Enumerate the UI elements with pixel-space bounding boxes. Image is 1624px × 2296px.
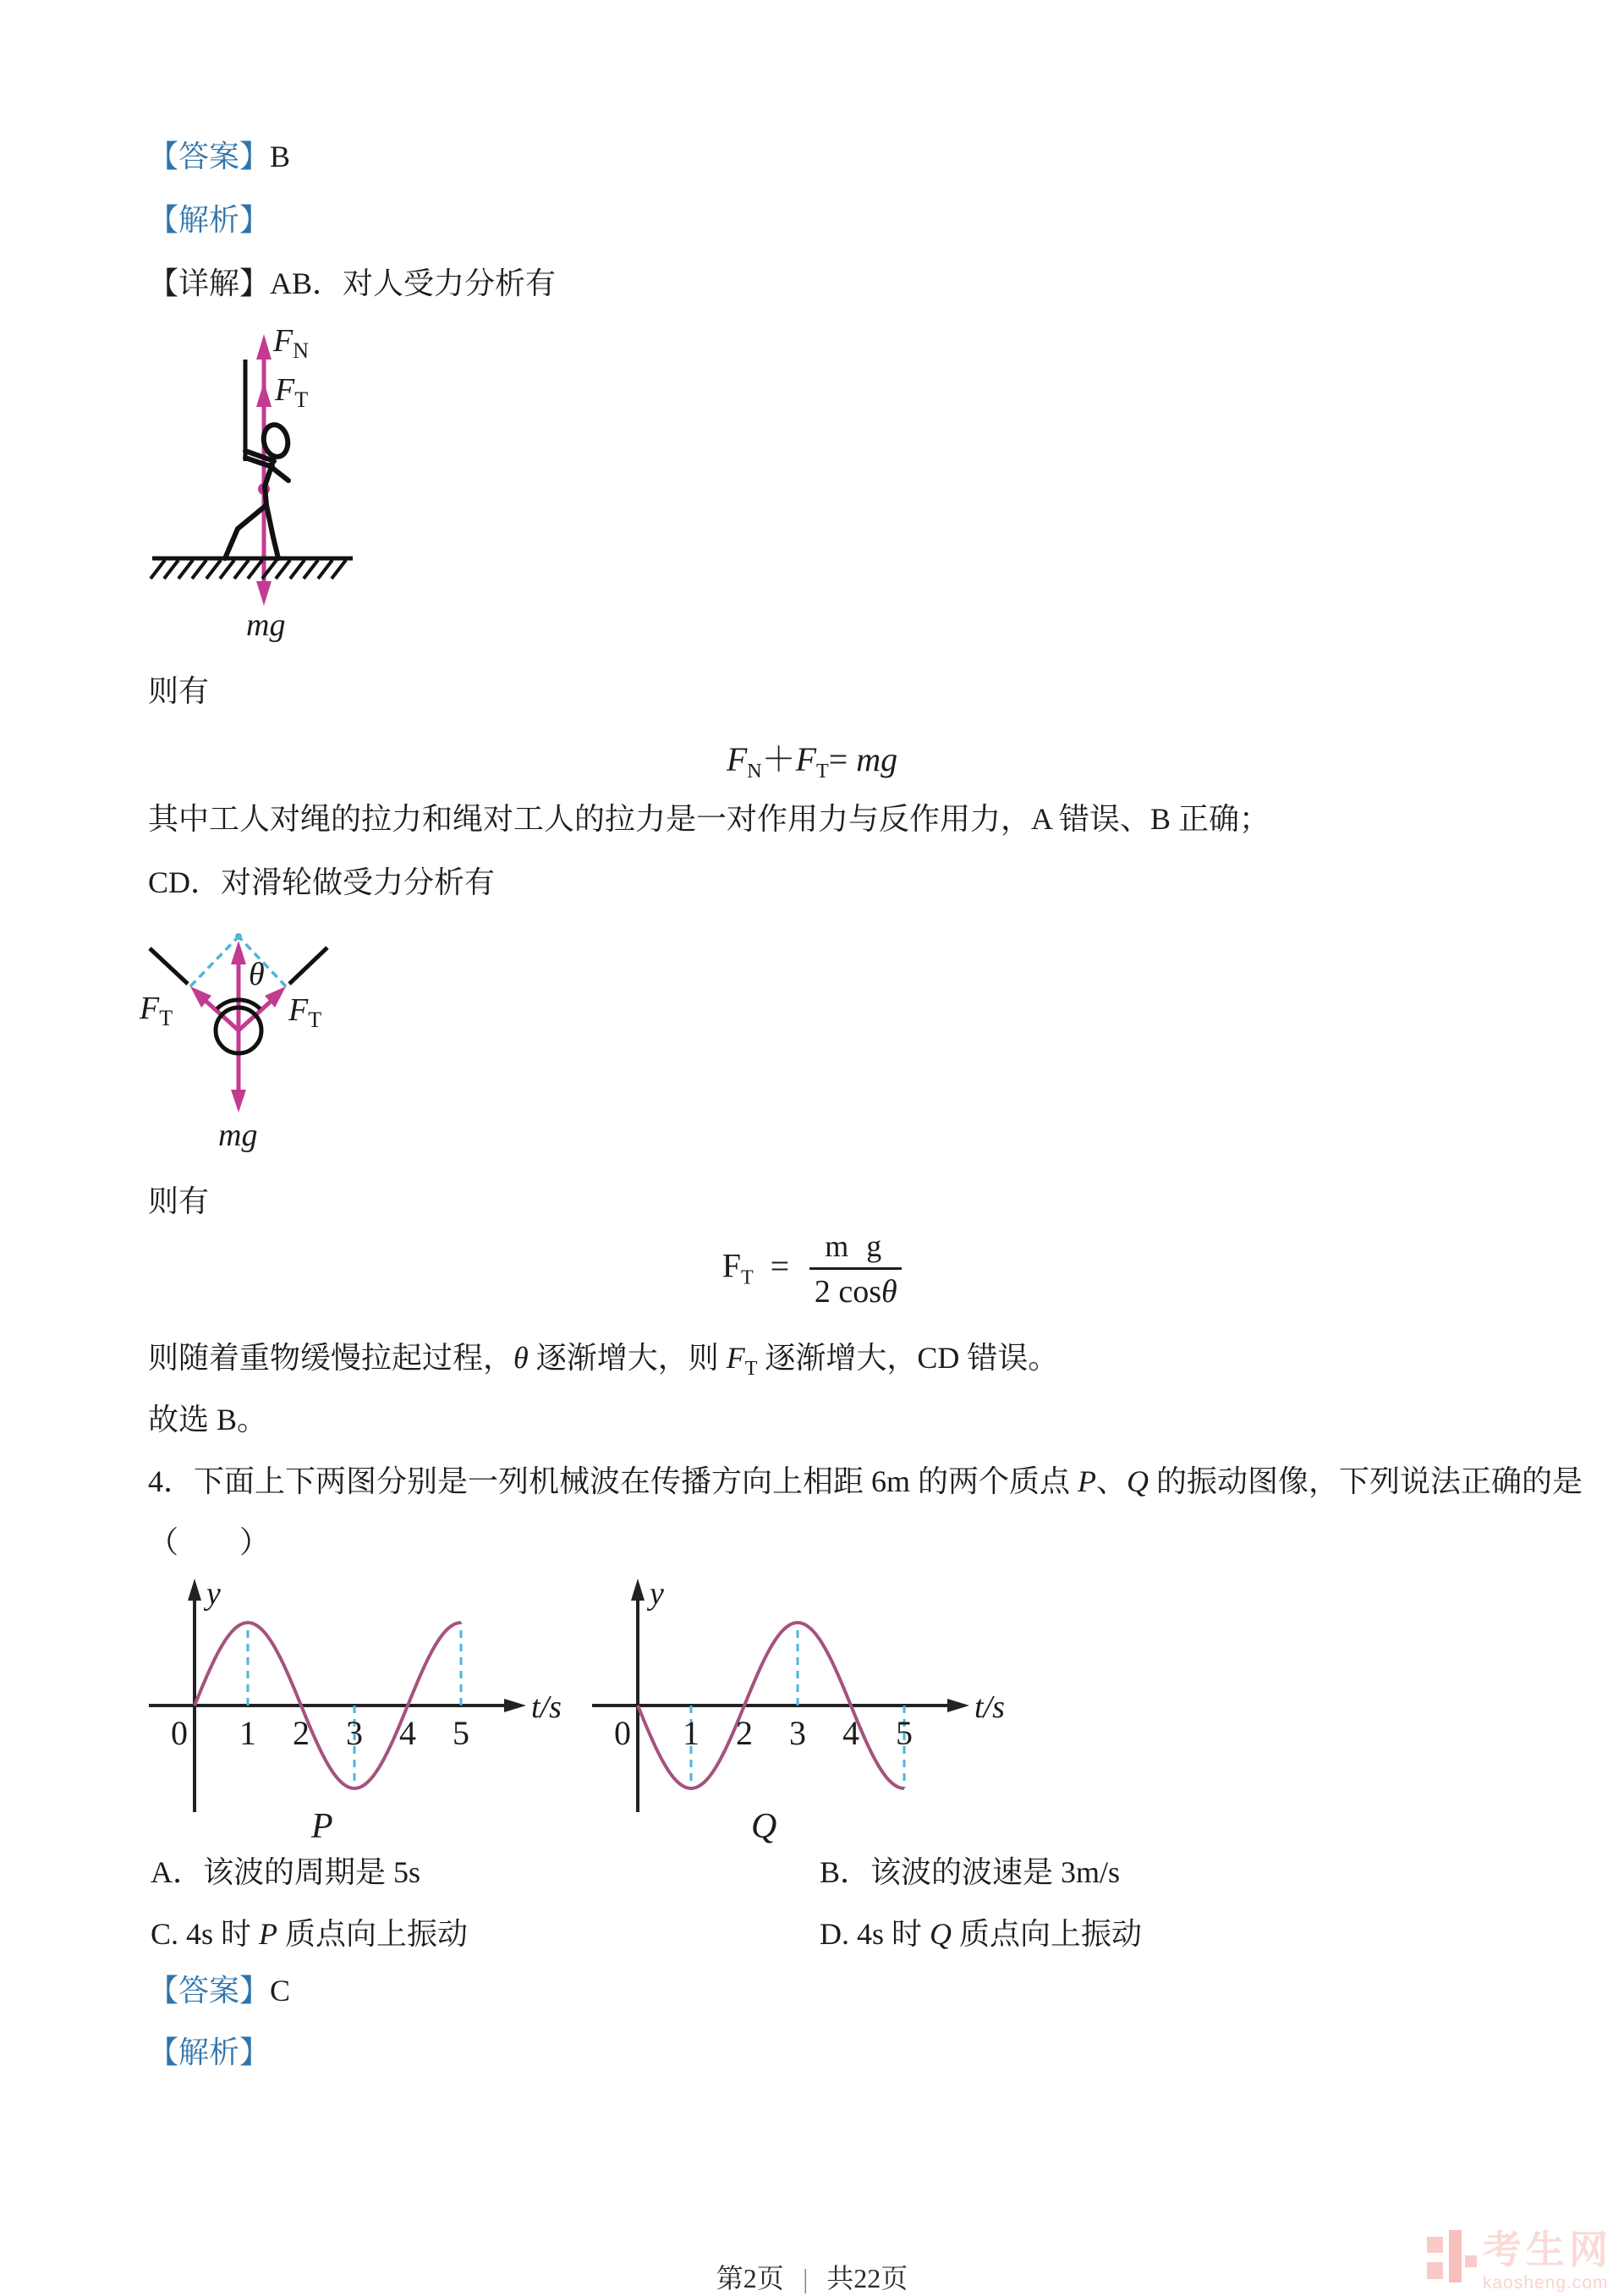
stick-person: [225, 423, 291, 558]
formula-force-balance: $F_N+F_T=$ mg: [726, 740, 898, 783]
resultant-tip-dot: [235, 933, 242, 940]
series-label-p: P: [311, 1807, 333, 1846]
then-line-2: 则有: [148, 1184, 210, 1218]
footer-page-number: 第2页: [716, 2263, 784, 2293]
answer-value: B: [270, 140, 291, 173]
vibration-graph-p: [127, 1565, 584, 1853]
mg-arrowhead: [231, 1090, 246, 1112]
option-a: A．该波的周期是 5s: [151, 1855, 421, 1889]
y-axis-label: y: [206, 1576, 221, 1612]
t-axis-label: t/s: [531, 1689, 562, 1725]
footer-separator: |: [804, 2263, 807, 2293]
graph-p-svg: [127, 1565, 584, 1848]
ground-hatching: [151, 560, 346, 579]
q4-stem-line: 4．下面上下两图分别是一列机械波在传播方向上相距 6m 的两个质点 P、Q 的振动图像，下列说法正确的是: [148, 1464, 1583, 1498]
analysis-label: 【解析】: [148, 2035, 271, 2069]
ft-arrowhead: [256, 382, 272, 407]
resultant-arrowhead: [231, 941, 246, 964]
svg-text:4: 4: [842, 1714, 859, 1752]
svg-text:0: 0: [171, 1714, 188, 1752]
svg-text:5: 5: [896, 1714, 913, 1752]
ft-right-label: $F_T$: [288, 992, 322, 1032]
fn-force-label: $F_N$: [273, 323, 309, 363]
series-label-q: Q: [751, 1807, 777, 1846]
rope-right: [289, 948, 327, 984]
person-diagram-svg: [140, 317, 368, 656]
formula-tension: $F_T$ = $\frac{\text{m g}}{2 \cos\theta}$: [0, 1228, 1624, 1310]
answer-value: C: [270, 1974, 291, 2008]
option-d: D. 4s 时 Q 质点向上振动: [820, 1917, 1143, 1951]
analysis-label: 【解析】: [148, 203, 271, 237]
option-b: B．该波的波速是 3m/s: [820, 1855, 1121, 1889]
fn-arrowhead: [256, 334, 272, 360]
mg-arrowhead: [256, 581, 272, 606]
answer-label: 【答案】: [148, 140, 271, 173]
figure-pulley-force-diagram: [123, 915, 351, 1169]
svg-text:5: 5: [453, 1714, 469, 1752]
mg-label: mg: [218, 1118, 258, 1153]
watermark-logo-icon: [1427, 2230, 1474, 2286]
cd-conclusion-line: 则随着重物缓慢拉起过程，θ 逐渐增大，则 $F_T$ 逐渐增大，CD 错误。: [148, 1341, 1059, 1380]
cd-intro-line: CD．对滑轮做受力分析有: [148, 865, 496, 899]
site-watermark: [1427, 2227, 1612, 2293]
page-footer: [0, 2257, 1624, 2296]
ft-left-label: $F_T$: [140, 991, 173, 1030]
svg-text:0: 0: [614, 1714, 631, 1752]
axes: [592, 1579, 969, 1812]
svg-text:2: 2: [736, 1714, 753, 1752]
mg-force-label: mg: [246, 607, 286, 643]
then-line-1: 则有: [148, 674, 210, 708]
rope-left: [150, 948, 188, 984]
detail-text: AB．对人受力分析有: [270, 266, 557, 300]
ft-force-label: $F_T$: [275, 372, 309, 412]
watermark-site-domain: kaosheng.com: [1483, 2273, 1609, 2293]
watermark-site-name: 考生网: [1483, 2227, 1612, 2271]
svg-text:3: 3: [346, 1714, 363, 1752]
q3-analysis-line: [148, 201, 270, 239]
footer-total-pages: 共22页: [826, 2263, 908, 2293]
detail-label: 【详解】: [148, 266, 271, 300]
t-axis-label: t/s: [974, 1689, 1005, 1725]
svg-text:2: 2: [293, 1714, 310, 1752]
q4-answer-line: [148, 1972, 290, 2009]
q4-paren-line: （ ）: [148, 1525, 271, 1559]
answer-label: 【答案】: [148, 1974, 271, 2008]
choose-line: 故选 B。: [148, 1403, 268, 1436]
option-c: C. 4s 时 P 质点向上振动: [151, 1917, 469, 1951]
graph-q-svg: [570, 1565, 1027, 1848]
svg-text:1: 1: [683, 1714, 700, 1752]
vibration-graph-q: [570, 1565, 1027, 1853]
q3-answer-line: [148, 138, 290, 175]
q4-analysis-line: [148, 2034, 270, 2071]
svg-text:1: 1: [239, 1714, 256, 1752]
svg-text:4: 4: [399, 1714, 416, 1752]
y-axis-label: y: [650, 1576, 664, 1612]
svg-text:3: 3: [789, 1714, 806, 1752]
q3-detail-line: [148, 265, 556, 302]
reason-ab-line: 其中工人对绳的拉力和绳对工人的拉力是一对作用力与反作用力，A 错误、B 正确；: [148, 802, 1270, 836]
theta-label: θ: [249, 957, 265, 992]
figure-person-force-diagram: [140, 317, 368, 656]
